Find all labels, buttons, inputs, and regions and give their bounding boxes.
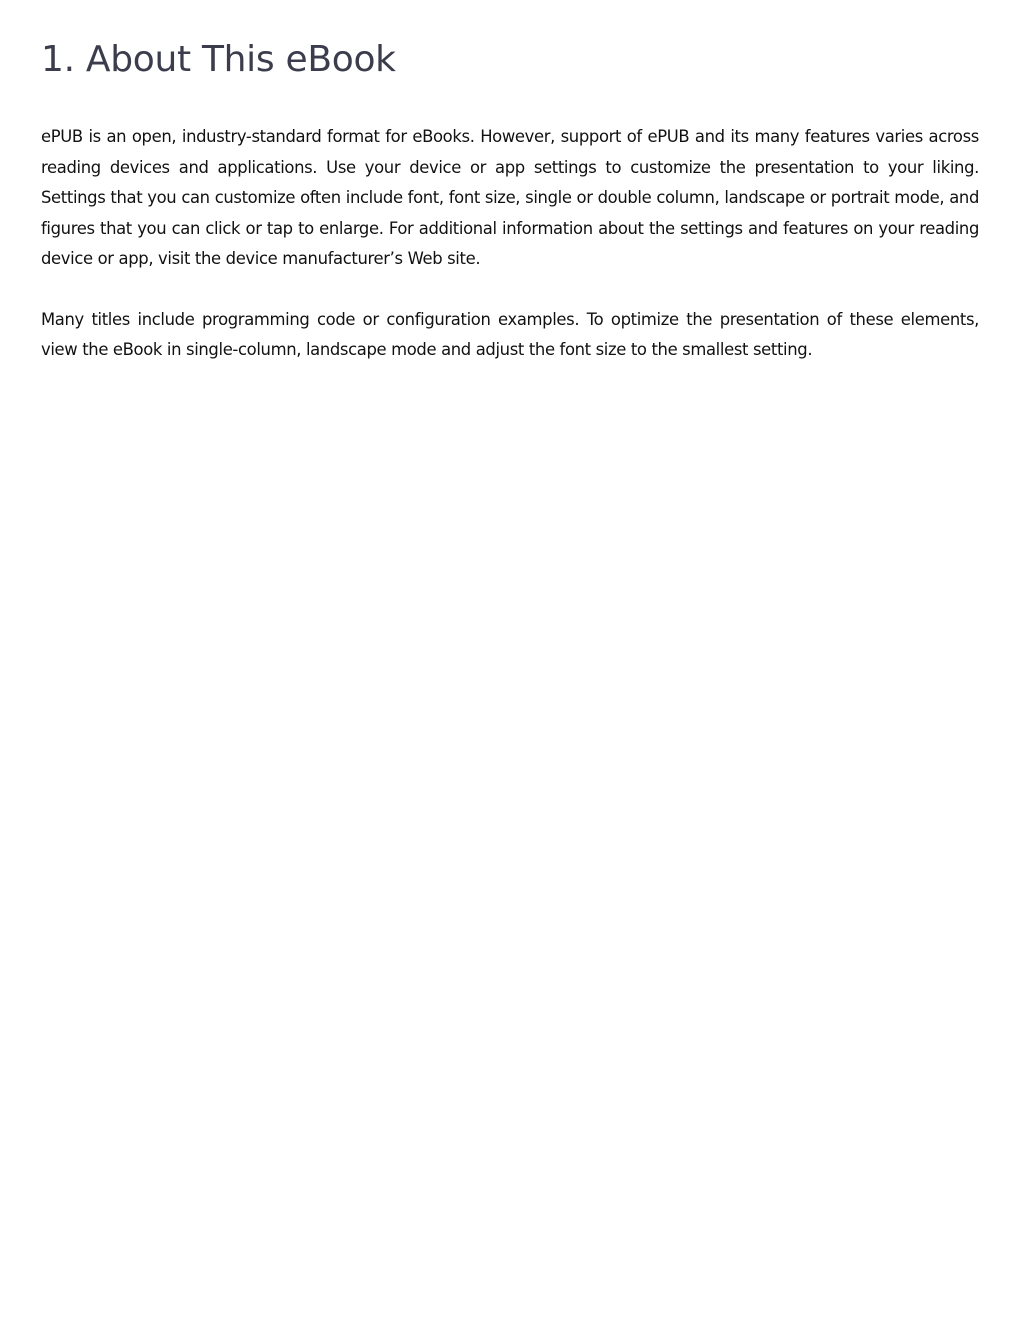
ebook-page [41, 0, 979, 366]
body-paragraph-code-examples: Many titles include programming code or configuration examples. To optimize the presentation of these elements, view the eBook in single-column, landscape mode and adjust the font size to the smallest setting. [41, 309, 979, 359]
body-paragraph-epub-format: ePUB is an open, industry-standard format for eBooks. However, support of ePUB and its many features varies across reading devices and applications. Use your device or app settings to customize the presentation to your liking. Settings that you can customize often include font, font size, single or double column, landscape or portrait mode, and figures that you can click or tap to enlarge. For additional information about the settings and features on your reading device or app, visit the device manufacturer’s Web site. [41, 127, 979, 268]
chapter-title: 1. About This eBook [41, 39, 396, 80]
